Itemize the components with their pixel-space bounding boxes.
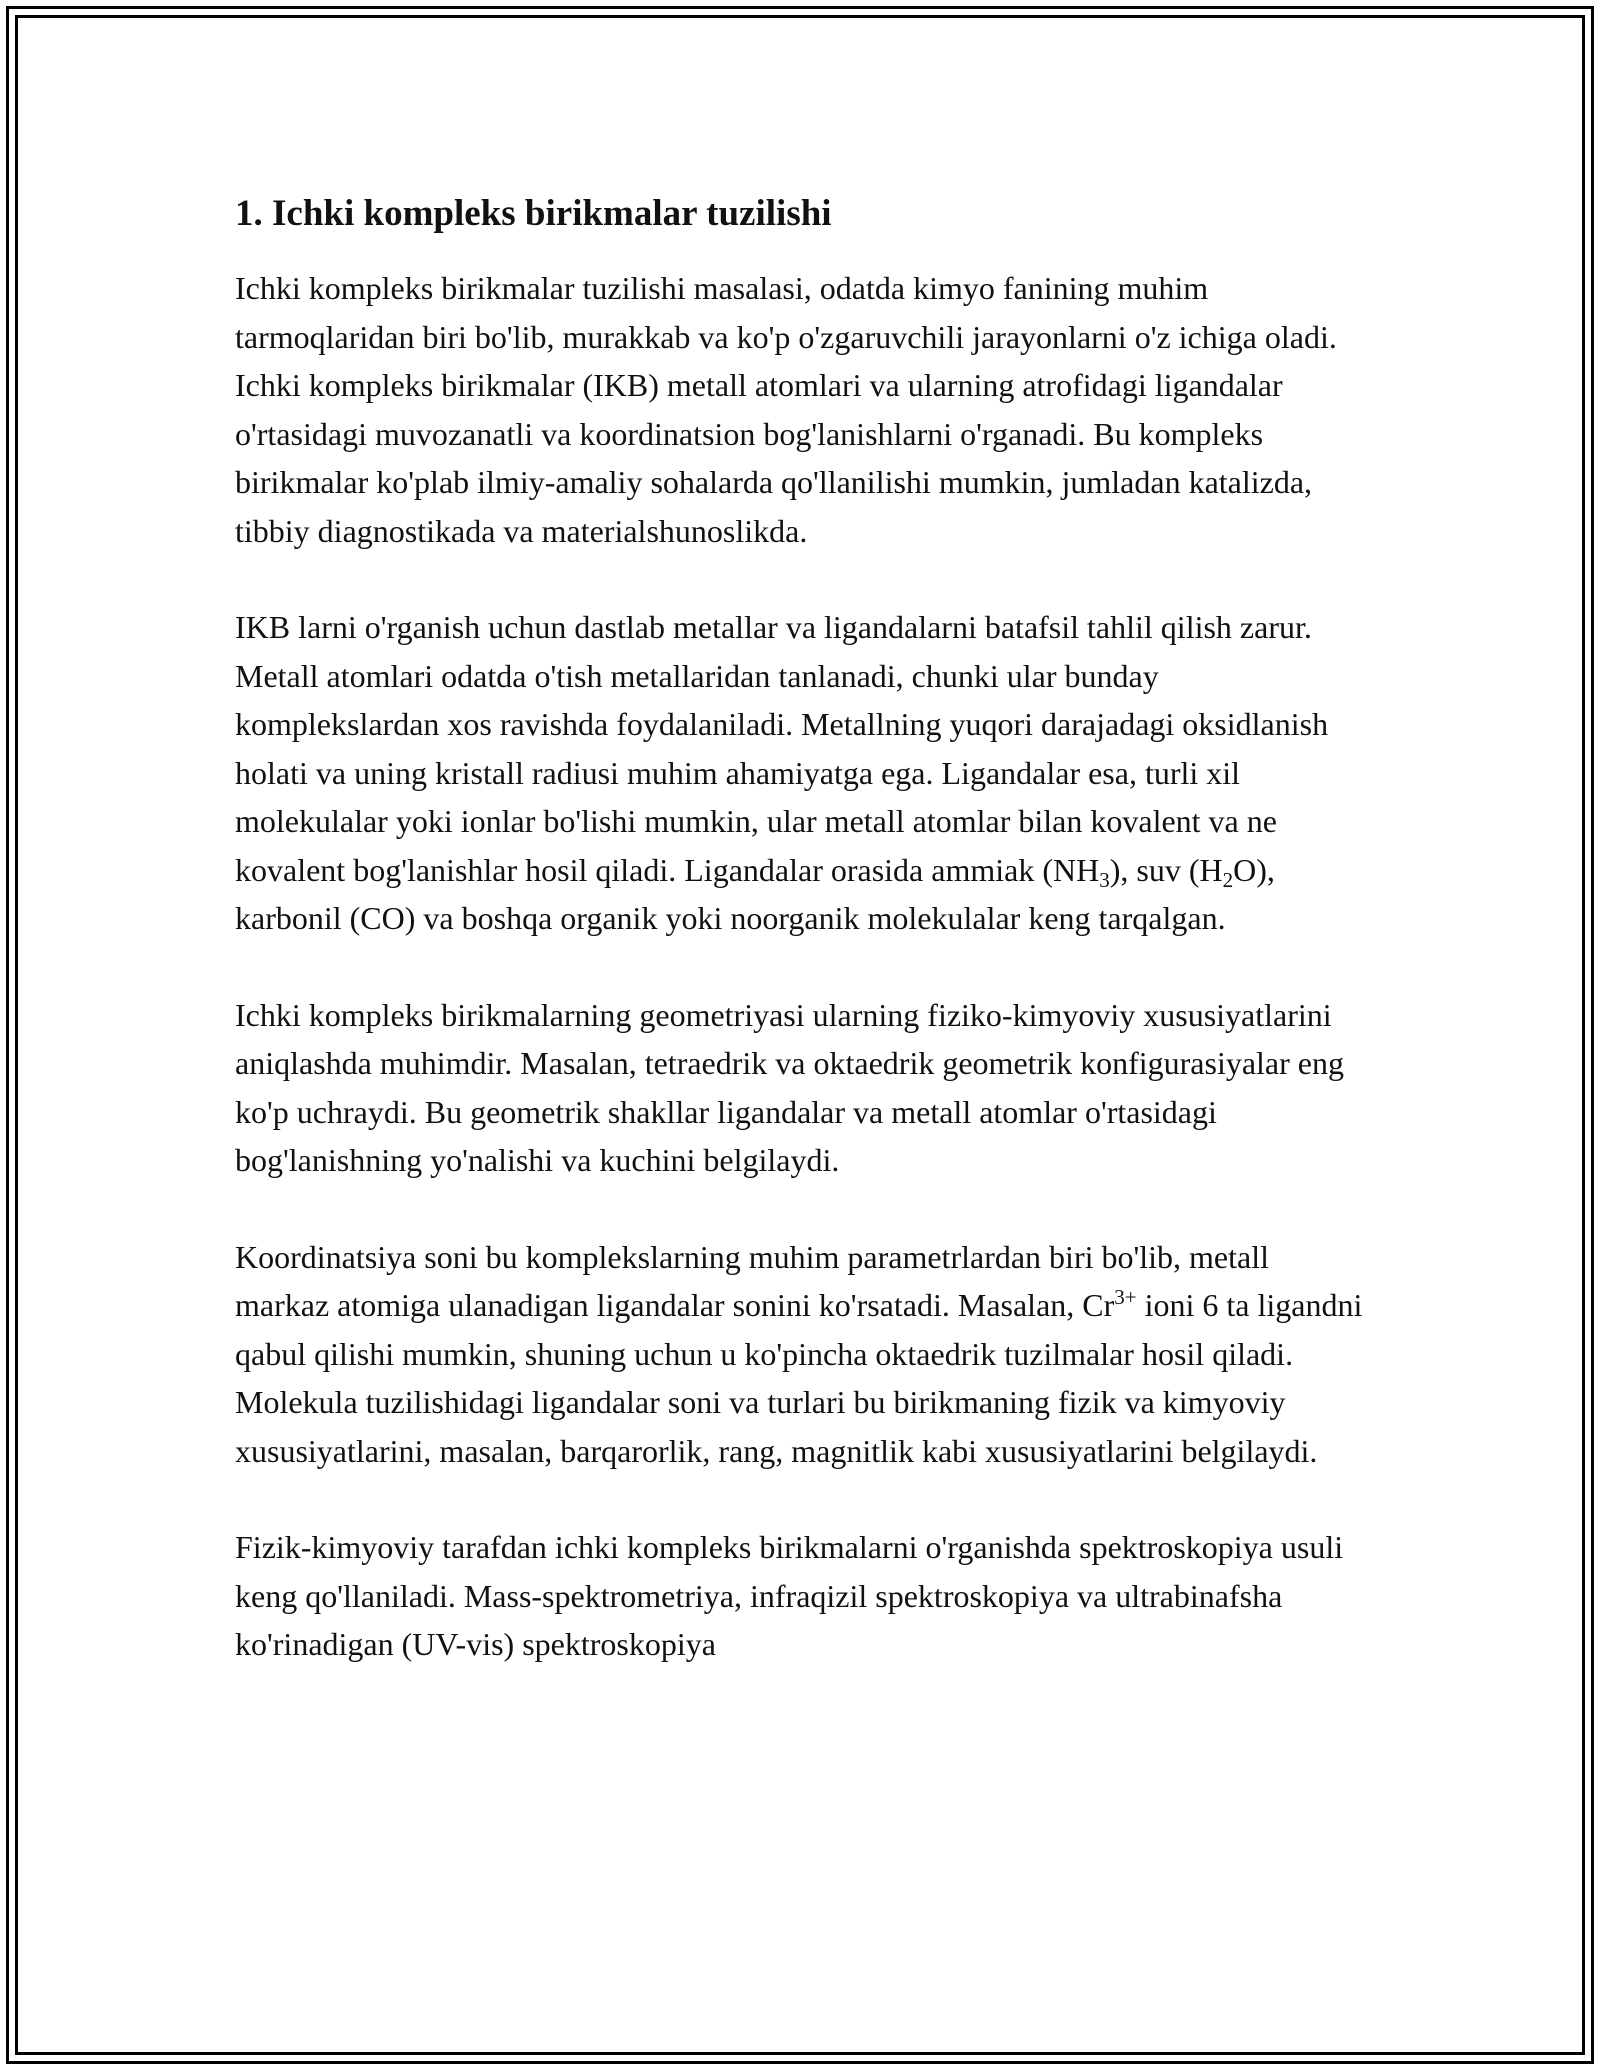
document-body xyxy=(235,190,1370,1717)
subscript: 2 xyxy=(1222,867,1234,892)
paragraph-geometry: Ichki kompleks birikmalarning geometriyasi ularning fiziko-kimyoviy xususiyatlarini aniqlashda muhimdir. Masalan, tetraedrik va oktaedrik geometrik konfigurasiyalar eng ko'p uchraydi. Bu geometrik shakllar ligandalar va metall atomlar o'rtasidagi bog'lanishning yo'nalishi va kuchini belgilaydi. xyxy=(235,996,1344,1178)
paragraph-coordination-number xyxy=(235,1233,1370,1476)
subscript: 3 xyxy=(1099,867,1110,892)
paragraph-spectroscopy: Fizik-kimyoviy tarafdan ichki kompleks birikmalarni o'rganishda spektroskopiya usuli keng qo'llaniladi. Mass-spektrometriya, infraqizil spektroskopiya va ultrabinafsha ko'rinadigan (UV-vis) spektroskopiya xyxy=(235,1529,1344,1662)
paragraph-text: O), karbonil (CO) va boshqa organik yoki noorganik molekulalar keng tarqalgan. xyxy=(235,851,1275,936)
paragraph-text: ioni 6 ta ligandni qabul qilishi mumkin, shuning uchun u ko'pincha oktaedrik tuzilmalar hosil qiladi. Molekula tuzilishidagi ligandalar soni va turlari bu birikmaning fizik va kimyoviy xususiyatlarini, masalan, barqarorlik, rang, magnitlik kabi xususiyatlarini belgilaydi. xyxy=(235,1287,1363,1469)
paragraph-metals-ligands xyxy=(235,603,1370,943)
paragraph-text: ), suv (H xyxy=(1109,851,1223,888)
paragraph-text: Koordinatsiya soni bu komplekslarning muhim parametrlardan biri bo'lib, metall markaz atomiga ulanadigan ligandalar sonini ko'rsatadi. Masalan, Cr xyxy=(235,1238,1269,1323)
section-heading: 1. Ichki kompleks birikmalar tuzilishi xyxy=(235,193,832,234)
paragraph-text: IKB larni o'rganish uchun dastlab metallar va ligandalarni batafsil tahlil qilish zarur. Metall atomlari odatda o'tish metallaridan tanlanadi, chunki ular bunday komplekslardan xos ravishda foydalaniladi. Metallning yuqori darajadagi oksidlanish holati va uning kristall radiusi muhim ahamiyatga ega. Ligandalar esa, turli xil molekulalar yoki ionlar bo'lishi mumkin, ular metall atomlar bilan kovalent va ne kovalent bog'lanishlar hosil qiladi. Ligandalar orasida ammiak (NH xyxy=(235,609,1329,888)
superscript: 3+ xyxy=(1114,1285,1137,1309)
paragraph-intro: Ichki kompleks birikmalar tuzilishi masalasi, odatda kimyo fanining muhim tarmoqlaridan biri bo'lib, murakkab va ko'p o'zgaruvchili jarayonlarni o'z ichiga oladi. Ichki kompleks birikmalar (IKB) metall atomlari va ularning atrofidagi ligandalar o'rtasidagi muvozanatli va koordinatsion bog'lanishlarni o'rganadi. Bu kompleks birikmalar ko'plab ilmiy-amaliy sohalarda qo'llanilishi mumkin, jumladan katalizda, tibbiy diagnostikada va materialshunoslikda. xyxy=(235,270,1337,549)
